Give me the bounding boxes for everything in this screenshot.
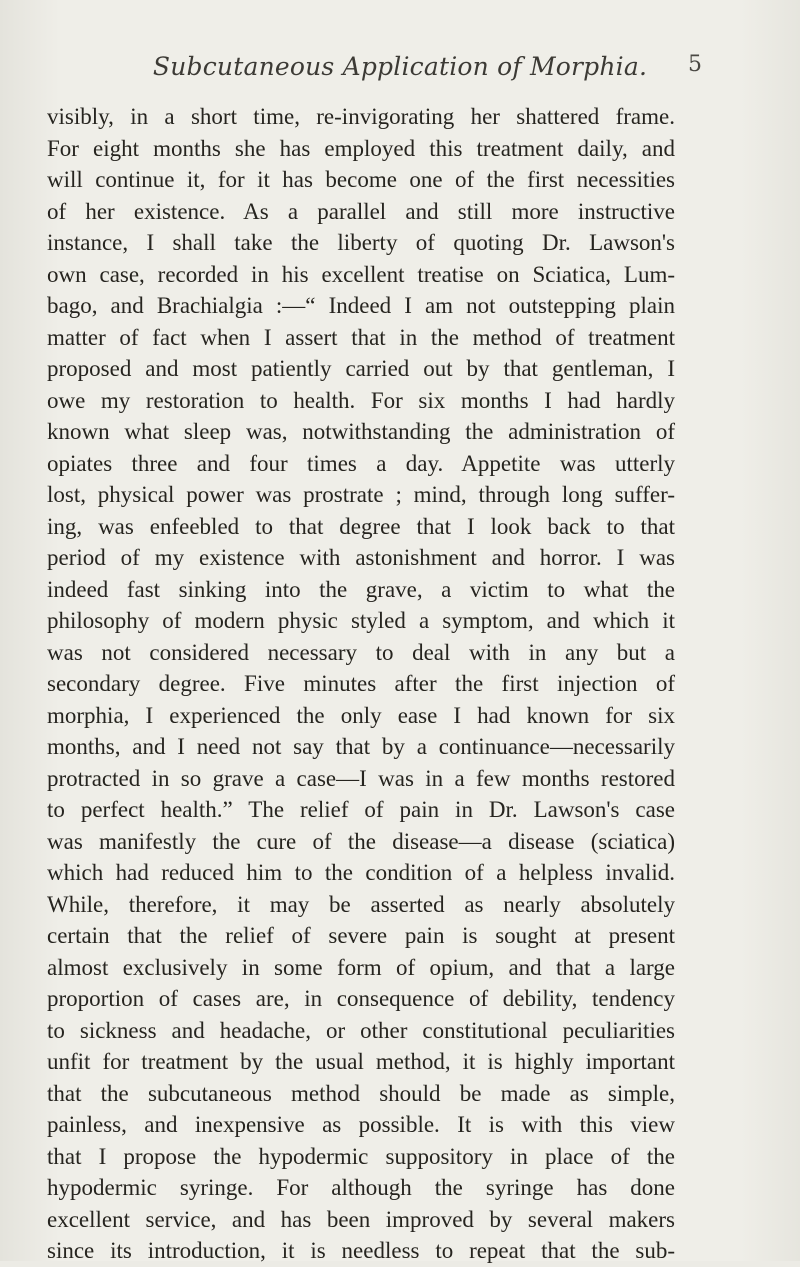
text-line: was not considered necessary to deal with in any but a (47, 639, 675, 665)
text-line: to sickness and headache, or other constitutional peculiarities (47, 1017, 675, 1043)
text-line: unfit for treatment by the usual method, it is highly important (47, 1049, 675, 1074)
text-line: which had reduced him to the condition of a helpless invalid. (47, 860, 675, 885)
text-line: hypodermic syringe. For although the syringe has done (47, 1175, 675, 1200)
text-line: visibly, in a short time, re-invigorating her shattered frame. (47, 104, 675, 129)
text-line: to perfect health.” The relief of pain in Dr. Lawson's case (47, 797, 675, 822)
text-line: excellent service, and has been improved by several makers (47, 1206, 675, 1232)
text-line: was manifestly the cure of the disease—a disease (sciatica) (47, 828, 675, 854)
text-line: that I propose the hypodermic suppository in place of the (47, 1143, 675, 1169)
text-line: opiates three and four times a day. Appetite was utterly (47, 450, 675, 476)
text-line: painless, and inexpensive as possible. It is with this view (47, 1112, 675, 1137)
text-line: will continue it, for it has become one of the first necessities (47, 167, 675, 192)
text-line: own case, recorded in his excellent treatise on Sciatica, Lum- (47, 261, 675, 287)
text-line: proposed and most patiently carried out by that gentleman, I (47, 356, 675, 381)
text-line: indeed fast sinking into the grave, a victim to what the (47, 576, 675, 602)
text-line: that the subcutaneous method should be made as simple, (47, 1080, 675, 1106)
text-line: since its introduction, it is needless to repeat that the sub- (47, 1238, 675, 1263)
text-line: While, therefore, it may be asserted as nearly absolutely (47, 891, 675, 917)
body-text (47, 101, 675, 1267)
text-line: instance, I shall take the liberty of quoting Dr. Lawson's (47, 230, 675, 255)
text-line: almost exclusively in some form of opium, and that a large (47, 954, 675, 980)
text-line: matter of fact when I assert that in the method of treatment (47, 324, 675, 350)
text-line: lost, physical power was prostrate ; mind, through long suffer- (47, 482, 675, 507)
text-line: known what sleep was, notwithstanding the administration of (47, 419, 675, 444)
text-line: bago, and Brachialgia :—“ Indeed I am not outstepping plain (47, 293, 675, 318)
text-line: morphia, I experienced the only ease I had known for six (47, 702, 675, 728)
text-line: secondary degree. Five minutes after the first injection of (47, 671, 675, 696)
text-line: For eight months she has employed this treatment daily, and (47, 135, 675, 161)
text-line: philosophy of modern physic styled a symptom, and which it (47, 608, 675, 633)
text-line: ing, was enfeebled to that degree that I look back to that (47, 513, 675, 539)
text-line: period of my existence with astonishment and horror. I was (47, 545, 675, 570)
text-line: protracted in so grave a case—I was in a few months restored (47, 765, 675, 791)
text-line: months, and I need not say that by a continuance—necessarily (47, 734, 675, 759)
running-head (0, 52, 800, 92)
text-line: owe my restoration to health. For six months I had hardly (47, 387, 675, 413)
text-line: proportion of cases are, in consequence of debility, tendency (47, 986, 675, 1011)
running-title: Subcutaneous Application of Morphia. (152, 52, 648, 81)
text-line: of her existence. As a parallel and still more instructive (47, 198, 675, 224)
page-number: 5 (688, 52, 702, 77)
text-line: certain that the relief of severe pain is sought at present (47, 923, 675, 948)
